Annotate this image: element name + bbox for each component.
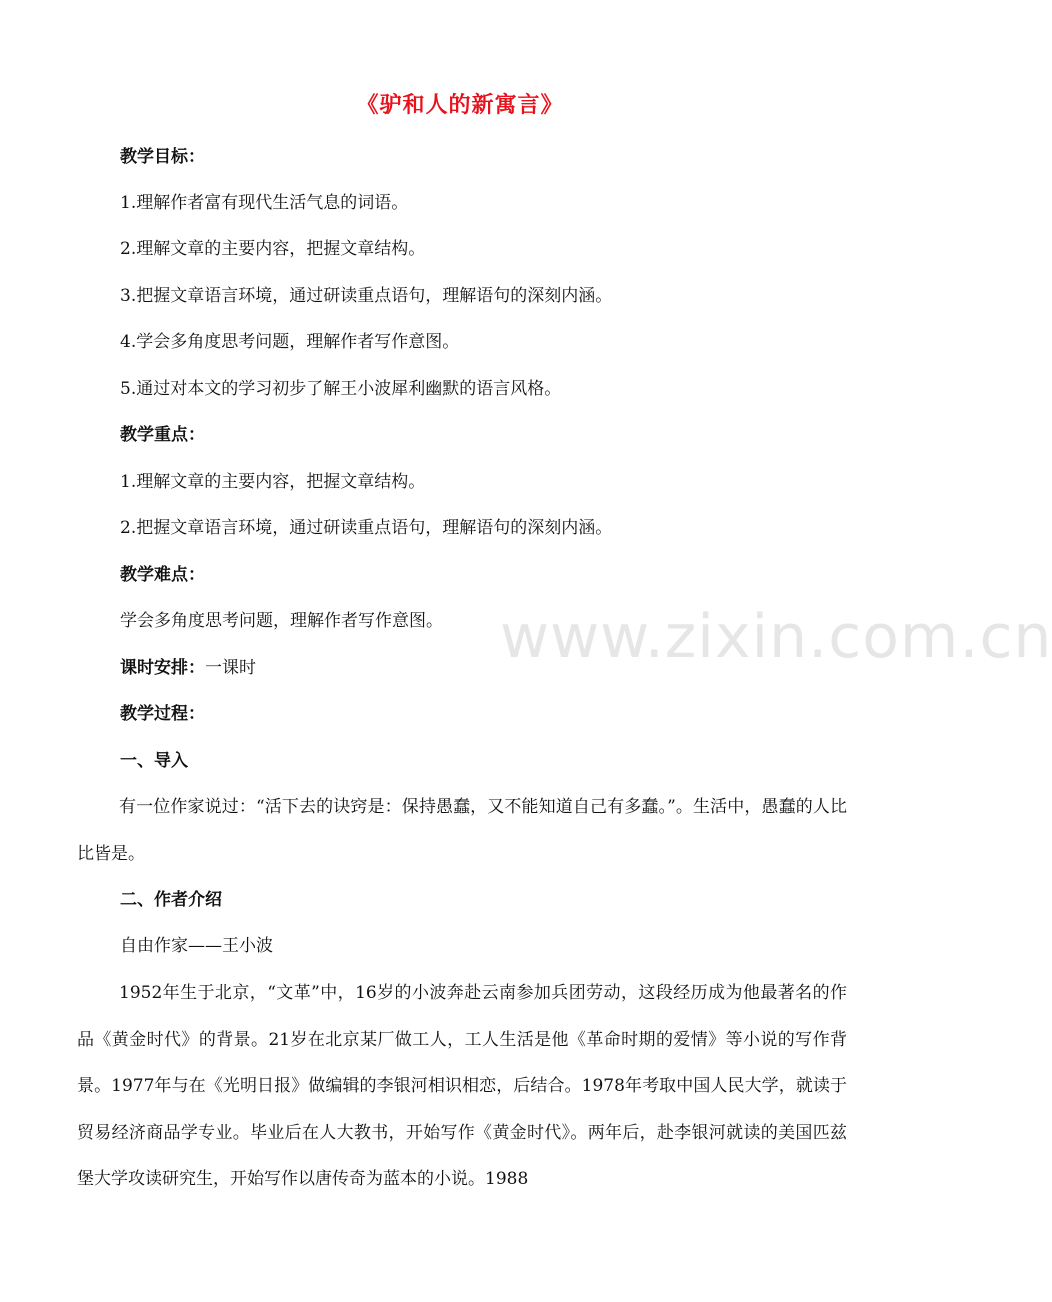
goal-item-5: 5.通过对本文的学习初步了解王小波犀利幽默的语言风格。 (120, 379, 562, 399)
goals-heading: 教学目标： (120, 147, 205, 167)
author-bio-paragraph: 1952年生于北京，“文革”中，16岁的小波奔赴云南参加兵团劳动，这段经历成为他最著名的作品《黄金时代》的背景。21岁在北京某厂做工人，工人生活是他《革命时期的爱情》等小说的写作背景。1977年与在《光明日报》做编辑的李银河相识相恋，后结合。1978年考取中国人民大学，就读于贸易经济商品学专业。毕业后在人大教书，开始写作《黄金时代》。两年后，赴李银河就读的美国匹兹堡大学攻读研究生，开始写作以唐传奇为蓝本的小说。1988 (77, 983, 847, 1189)
goal-item-4: 4.学会多角度思考问题，理解作者写作意图。 (120, 332, 460, 352)
difficulty-text: 学会多角度思考问题，理解作者写作意图。 (120, 611, 443, 631)
intro-paragraph: 有一位作家说过：“活下去的诀窍是：保持愚蠢，又不能知道自己有多蠢。”。生活中，愚蠢的人比比皆是。 (77, 797, 847, 864)
process-heading: 教学过程： (120, 704, 205, 724)
document-title: 《驴和人的新寓言》 (356, 93, 564, 118)
difficulty-heading: 教学难点： (120, 565, 205, 585)
schedule-label: 课时安排： (120, 658, 205, 678)
schedule-value: 一课时 (205, 658, 256, 678)
goal-item-1: 1.理解作者富有现代生活气息的词语。 (120, 193, 409, 213)
key-point-item-2: 2.把握文章语言环境，通过研读重点语句，理解语句的深刻内涵。 (120, 518, 613, 538)
goal-item-3: 3.把握文章语言环境，通过研读重点语句，理解语句的深刻内涵。 (120, 286, 613, 306)
key-points-heading: 教学重点： (120, 425, 205, 445)
intro-heading: 一、导入 (120, 751, 188, 771)
schedule-line (120, 656, 256, 680)
goal-item-2: 2.理解文章的主要内容，把握文章结构。 (120, 239, 426, 259)
watermark: www.zixin.com.cn (500, 602, 1052, 672)
author-heading: 二、作者介绍 (120, 890, 222, 910)
author-subtitle: 自由作家——王小波 (120, 936, 273, 956)
key-point-item-1: 1.理解文章的主要内容，把握文章结构。 (120, 472, 426, 492)
